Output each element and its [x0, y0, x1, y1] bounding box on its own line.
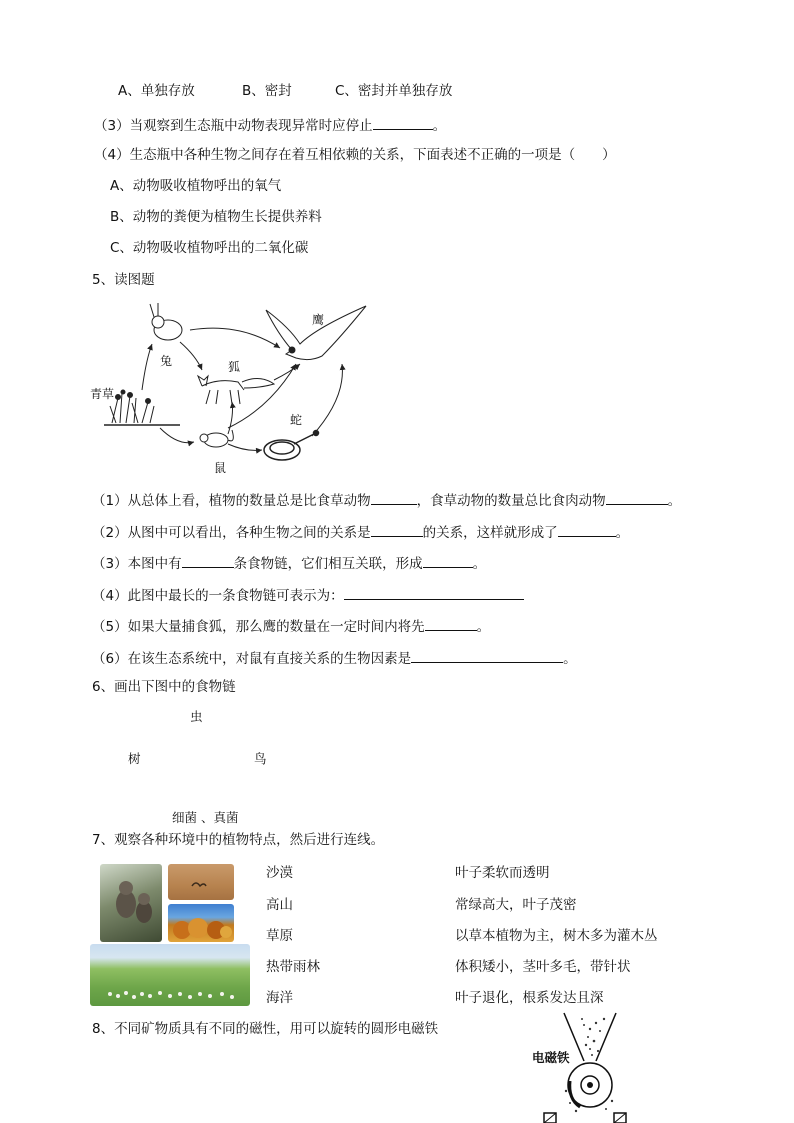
q5-sub3-text-b: 条食物链，它们相互关联，形成 [233, 556, 423, 572]
desert-photo [168, 864, 234, 900]
q5-sub3 [92, 553, 486, 573]
option-a-separate: A、单独存放 [118, 83, 195, 99]
q5-sub1-text-a: （1）从总体上看，植物的数量总是比食草动物 [92, 493, 371, 509]
arrow-rabbit-fox [180, 342, 202, 370]
answer-blank[interactable] [558, 522, 616, 537]
label-mouse: 鼠 [214, 461, 227, 475]
q5-sub5-end: 。 [476, 619, 491, 635]
option-c-sealed-separate: C、密封并单独存放 [335, 83, 453, 99]
q5-title: 5、读图题 [92, 272, 155, 288]
answer-blank[interactable] [606, 490, 668, 505]
q5-sub5 [92, 616, 490, 636]
env-desert[interactable]: 沙漠 [266, 865, 293, 881]
answer-blank[interactable] [344, 585, 524, 600]
q8-title: 8、不同矿物质具有不同的磁性，用可以旋转的圆形电磁铁 [92, 1021, 439, 1037]
answer-blank[interactable] [371, 490, 417, 505]
q5-sub6-end: 。 [563, 651, 577, 667]
answer-blank[interactable] [411, 648, 563, 663]
label-snake: 蛇 [290, 413, 303, 427]
q5-sub1-text-b: ，食草动物的数量总比食肉动物 [416, 493, 606, 509]
camel-icon [168, 864, 234, 900]
q5-sub3-end: 。 [472, 556, 487, 572]
hopper-icon [564, 1013, 616, 1061]
rabbit-icon [150, 303, 182, 340]
q7-title: 7、观察各种环境中的植物特点，然后进行连线。 [92, 832, 385, 848]
answer-blank[interactable] [373, 115, 433, 130]
trait-2[interactable]: 常绿高大，叶子茂密 [455, 897, 577, 913]
q4-option-a: A、动物吸收植物呼出的氧气 [110, 178, 282, 194]
q5-sub5-text: （5）如果大量捕食狐，那么鹰的数量在一定时间内将先 [92, 619, 425, 635]
label-electromagnet: 电磁铁 [532, 1050, 570, 1065]
sheep-flock-icon [90, 944, 250, 1006]
option-b-sealed: B、密封 [242, 83, 292, 99]
q4-option-b: B、动物的粪便为植物生长提供养料 [110, 209, 322, 225]
tundra-shrub-photo [168, 904, 234, 942]
q5-sub1-end: 。 [667, 493, 682, 509]
q4-option-c: C、动物吸收植物呼出的二氧化碳 [110, 240, 309, 256]
electromagnet-diagram [540, 1011, 640, 1123]
arrow-grass-rabbit [142, 344, 152, 390]
label-rabbit: 兔 [160, 354, 173, 368]
q4-sub3-text: （3）当观察到生态瓶中动物表现异常时应停止 [94, 118, 373, 134]
q5-sub2-text-a: （2）从图中可以看出，各种生物之间的关系是 [92, 525, 371, 541]
monkey-icon [100, 864, 162, 942]
arrow-mouse-snake [228, 444, 262, 450]
q5-sub2 [92, 522, 629, 542]
q5-sub6-text: （6）在该生态系统中，对鼠有直接关系的生物因素是 [92, 651, 412, 667]
q5-sub6 [92, 648, 577, 668]
answer-blank[interactable] [371, 522, 423, 537]
label-fox: 狐 [228, 360, 241, 374]
monkey-photo [100, 864, 162, 942]
trait-5[interactable]: 叶子退化，根系发达且深 [455, 990, 604, 1006]
label-grass: 青草 [90, 387, 115, 401]
q5-sub4-text: （4）此图中最长的一条食物链可表示为： [92, 588, 344, 604]
answer-blank[interactable] [423, 553, 473, 568]
env-mountain[interactable]: 高山 [266, 897, 293, 913]
arrow-mouse-fox [228, 402, 233, 434]
arrow-grass-mouse [160, 428, 194, 443]
env-ocean[interactable]: 海洋 [266, 990, 293, 1006]
food-web-diagram [90, 298, 390, 478]
trait-1[interactable]: 叶子柔软而透明 [455, 865, 550, 881]
environment-photos [90, 862, 250, 1008]
fox-icon [198, 376, 274, 404]
snake-icon [264, 431, 319, 461]
grass-icon [104, 390, 180, 425]
q5-sub1 [92, 490, 681, 510]
grassland-photo [90, 944, 250, 1006]
q5-sub3-text-a: （3）本图中有 [92, 556, 182, 572]
q5-sub4 [92, 585, 524, 605]
q4-sub3-end: 。 [432, 118, 447, 134]
label-decomposers: 细菌 、真菌 [172, 810, 239, 825]
q6-title: 6、画出下图中的食物链 [92, 679, 236, 695]
env-rainforest[interactable]: 热带雨林 [266, 959, 320, 975]
label-bug: 虫 [190, 709, 203, 724]
label-eagle: 鹰 [312, 313, 325, 327]
answer-blank[interactable] [182, 553, 234, 568]
shrub-icon [168, 904, 234, 942]
trait-4[interactable]: 体积矮小，茎叶多毛，带针状 [455, 959, 631, 975]
label-tree: 树 [128, 751, 141, 766]
q4-sub3 [94, 115, 446, 135]
q5-sub2-text-b: 的关系，这样就形成了 [422, 525, 558, 541]
q5-sub2-end: 。 [615, 525, 630, 541]
label-bird: 鸟 [254, 751, 267, 766]
arrow-rabbit-eagle [190, 328, 280, 348]
answer-blank[interactable] [425, 616, 477, 631]
q4-sub4: （4）生态瓶中各种生物之间存在着互相依赖的关系，下面表述不正确的一项是（ ） [94, 147, 616, 163]
arrow-snake-eagle [312, 364, 342, 436]
env-grassland[interactable]: 草原 [266, 928, 293, 944]
trait-3[interactable]: 以草本植物为主，树木多为灌木丛 [455, 928, 658, 944]
